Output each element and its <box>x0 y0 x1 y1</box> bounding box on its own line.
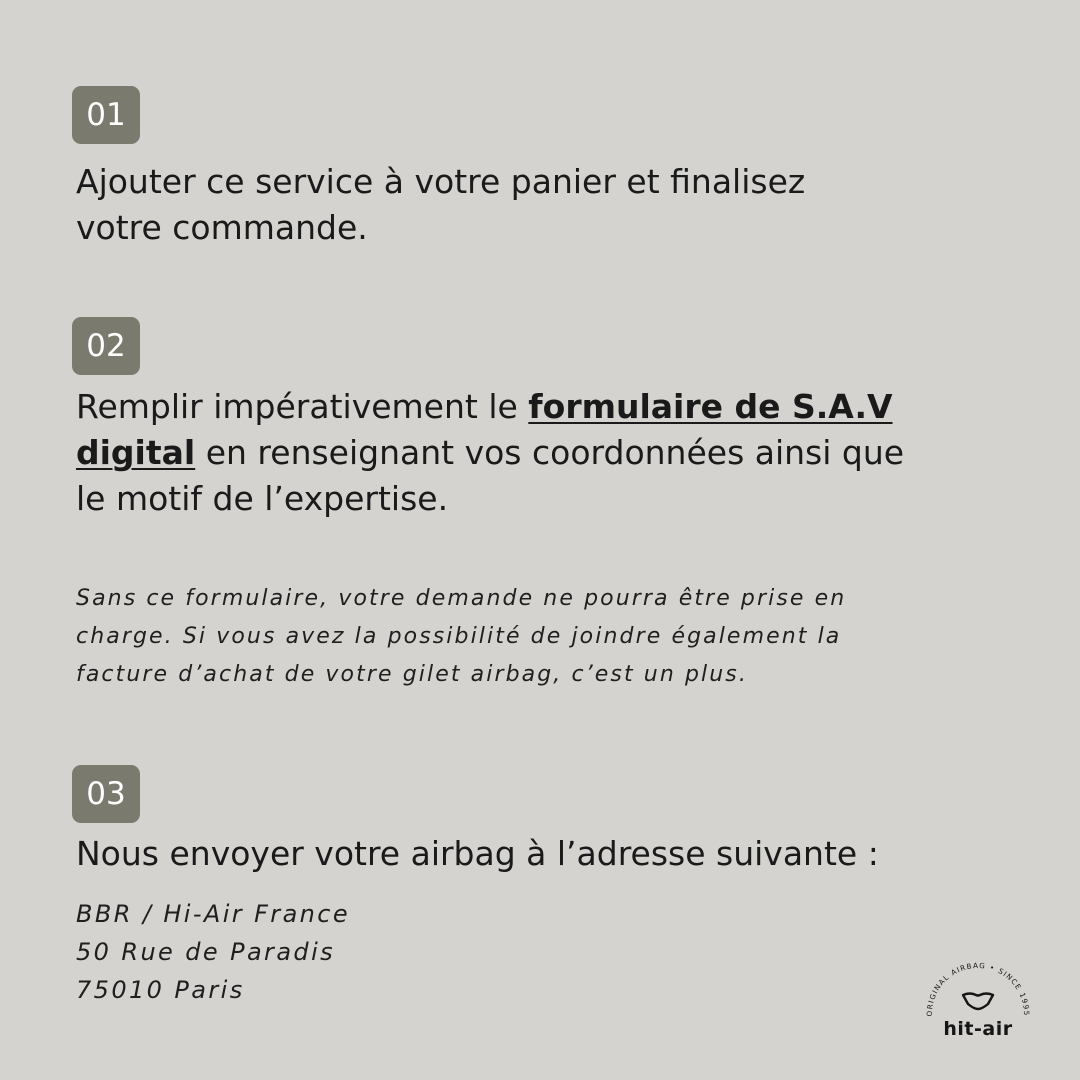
step-02-text-before-link: Remplir impérativement le <box>76 387 529 426</box>
step-number-badge-03: 03 <box>72 765 140 823</box>
step-02-line-1 <box>76 384 904 430</box>
logo-arc-text: ORIGINAL AIRBAG • SINCE 1995 <box>924 962 1032 1017</box>
logo-emblem-icon <box>918 962 1038 1022</box>
address-line-2: 50 Rue de Paradis <box>76 938 336 966</box>
logo-wordmark: hit-air <box>943 1018 1013 1040</box>
step-01-line-2: votre commande. <box>76 208 368 247</box>
step-01-line-1: Ajouter ce service à votre panier et finalisez <box>76 162 806 201</box>
step-02-text <box>76 384 904 522</box>
step-02-note-line-2: charge. Si vous avez la possibilité de joindre également la <box>76 624 842 649</box>
address-line-1: BBR / Hi-Air France <box>76 900 351 928</box>
step-02-text-after-link: en renseignant vos coordonnées ainsi que <box>195 433 905 472</box>
address-line-3: 75010 Paris <box>76 976 245 1004</box>
sav-form-link[interactable]: formulaire de S.A.V <box>528 387 893 426</box>
step-02-note-line-3: facture d’achat de votre gilet airbag, c’est un plus. <box>76 662 748 687</box>
step-02-line-3: le motif de l’expertise. <box>76 479 449 518</box>
airbag-vest-icon <box>963 994 993 1010</box>
step-01-text <box>76 159 805 251</box>
step-02-note <box>76 580 1016 694</box>
hit-air-logo <box>918 962 1038 1044</box>
sav-form-link-continued[interactable]: digital <box>76 433 196 472</box>
step-number-badge-02: 02 <box>72 317 140 375</box>
step-number-badge-01: 01 <box>72 86 140 144</box>
step-03-text: Nous envoyer votre airbag à l’adresse suivante : <box>76 834 879 873</box>
shipping-address <box>76 895 350 1009</box>
step-02-note-line-1: Sans ce formulaire, votre demande ne pourra être prise en <box>76 586 847 611</box>
step-02-line-2 <box>76 430 904 476</box>
